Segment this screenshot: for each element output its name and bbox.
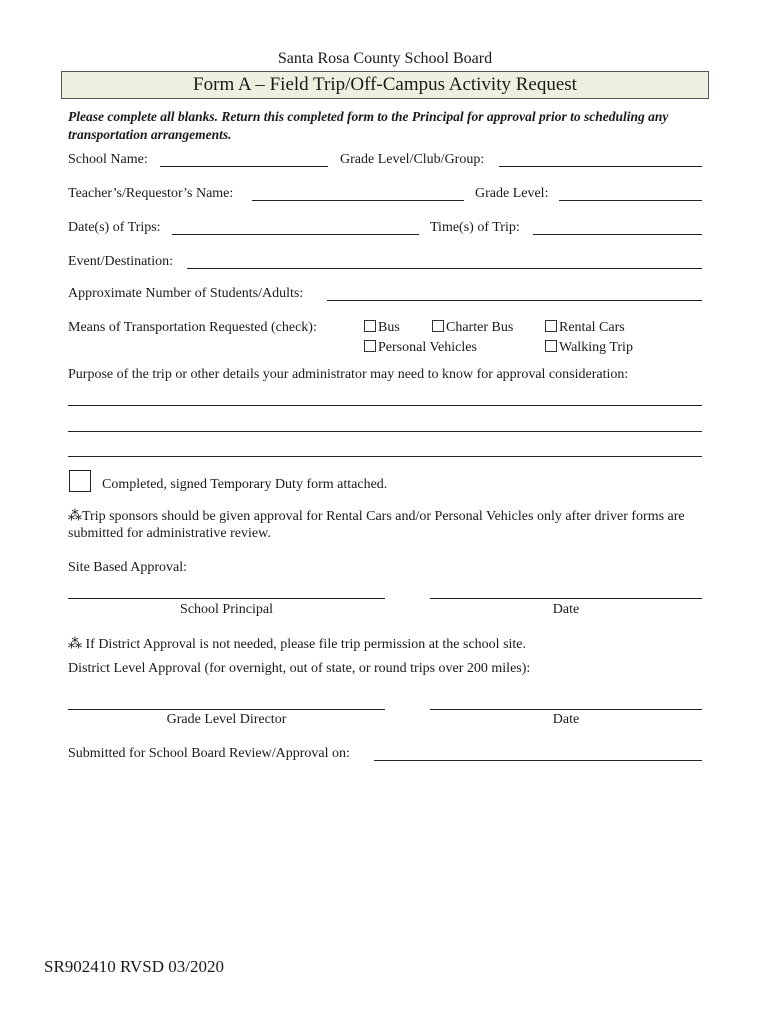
grade-level-field[interactable] [559,200,702,201]
tdy-form-label: Completed, signed Temporary Duty form attached. [102,477,388,492]
requestor-name-field[interactable] [252,200,464,201]
rental-cars-label: Rental Cars [559,320,625,335]
checkbox-icon [545,340,557,352]
num-students-field[interactable] [327,300,702,301]
purpose-line-3[interactable] [68,456,702,457]
checkbox-icon [545,320,557,332]
charter-bus-checkbox[interactable] [432,320,513,336]
tdy-form-checkbox[interactable] [69,470,91,492]
grade-level-club-label: Grade Level/Club/Group: [340,152,485,167]
director-date-line[interactable] [430,709,702,710]
sponsor-note: ⁂Trip sponsors should be given approval for Rental Cars and/or Personal Vehicles only after driver forms are submitted for administrative review. [68,509,685,541]
school-name-label: School Name: [68,152,148,167]
checkbox-icon [432,320,444,332]
transportation-label: Means of Transportation Requested (check): [68,320,317,335]
board-review-label: Submitted for School Board Review/Approval on: [68,746,350,761]
purpose-label: Purpose of the trip or other details your administrator may need to know for approval consideration: [68,367,629,382]
personal-vehicles-checkbox[interactable] [364,340,477,356]
principal-date-line[interactable] [430,598,702,599]
instructions: Please complete all blanks. Return this completed form to the Principal for approval prior to scheduling any transportation arrangements. [68,109,669,142]
grade-level-club-field[interactable] [499,166,702,167]
director-signature-line[interactable] [68,709,385,710]
purpose-line-1[interactable] [68,405,702,406]
bus-label: Bus [378,320,400,335]
director-date-caption: Date [552,712,580,727]
form-title: Form A – Field Trip/Off-Campus Activity Request [61,71,709,99]
district-approval-label: District Level Approval (for overnight, out of state, or round trips over 200 miles): [68,661,531,676]
dates-label: Date(s) of Trips: [68,220,161,235]
walking-trip-label: Walking Trip [559,340,633,355]
bus-checkbox[interactable] [364,320,400,336]
grade-level-label: Grade Level: [475,186,549,201]
district-note: ⁂ If District Approval is not needed, please file trip permission at the school site. [68,637,527,652]
site-approval-label: Site Based Approval: [68,560,187,575]
principal-date-caption: Date [552,602,580,617]
num-students-label: Approximate Number of Students/Adults: [68,286,304,301]
director-caption: Grade Level Director [166,712,287,727]
event-field[interactable] [187,268,702,269]
form-code: SR902410 RVSD 03/2020 [44,957,225,976]
walking-trip-checkbox[interactable] [545,340,633,356]
charter-bus-label: Charter Bus [446,320,514,335]
requestor-name-label: Teacher’s/Requestor’s Name: [68,186,234,201]
checkbox-icon [364,340,376,352]
personal-vehicles-label: Personal Vehicles [378,340,477,355]
checkbox-icon [364,320,376,332]
principal-caption: School Principal [180,602,273,617]
principal-signature-line[interactable] [68,598,385,599]
purpose-line-2[interactable] [68,431,702,432]
rental-cars-checkbox[interactable] [545,320,625,336]
board-review-date-field[interactable] [374,760,702,761]
times-field[interactable] [533,234,702,235]
dates-field[interactable] [172,234,419,235]
times-label: Time(s) of Trip: [430,220,520,235]
event-label: Event/Destination: [68,254,173,269]
school-name-field[interactable] [160,166,328,167]
organization-name: Santa Rosa County School Board [277,50,493,67]
